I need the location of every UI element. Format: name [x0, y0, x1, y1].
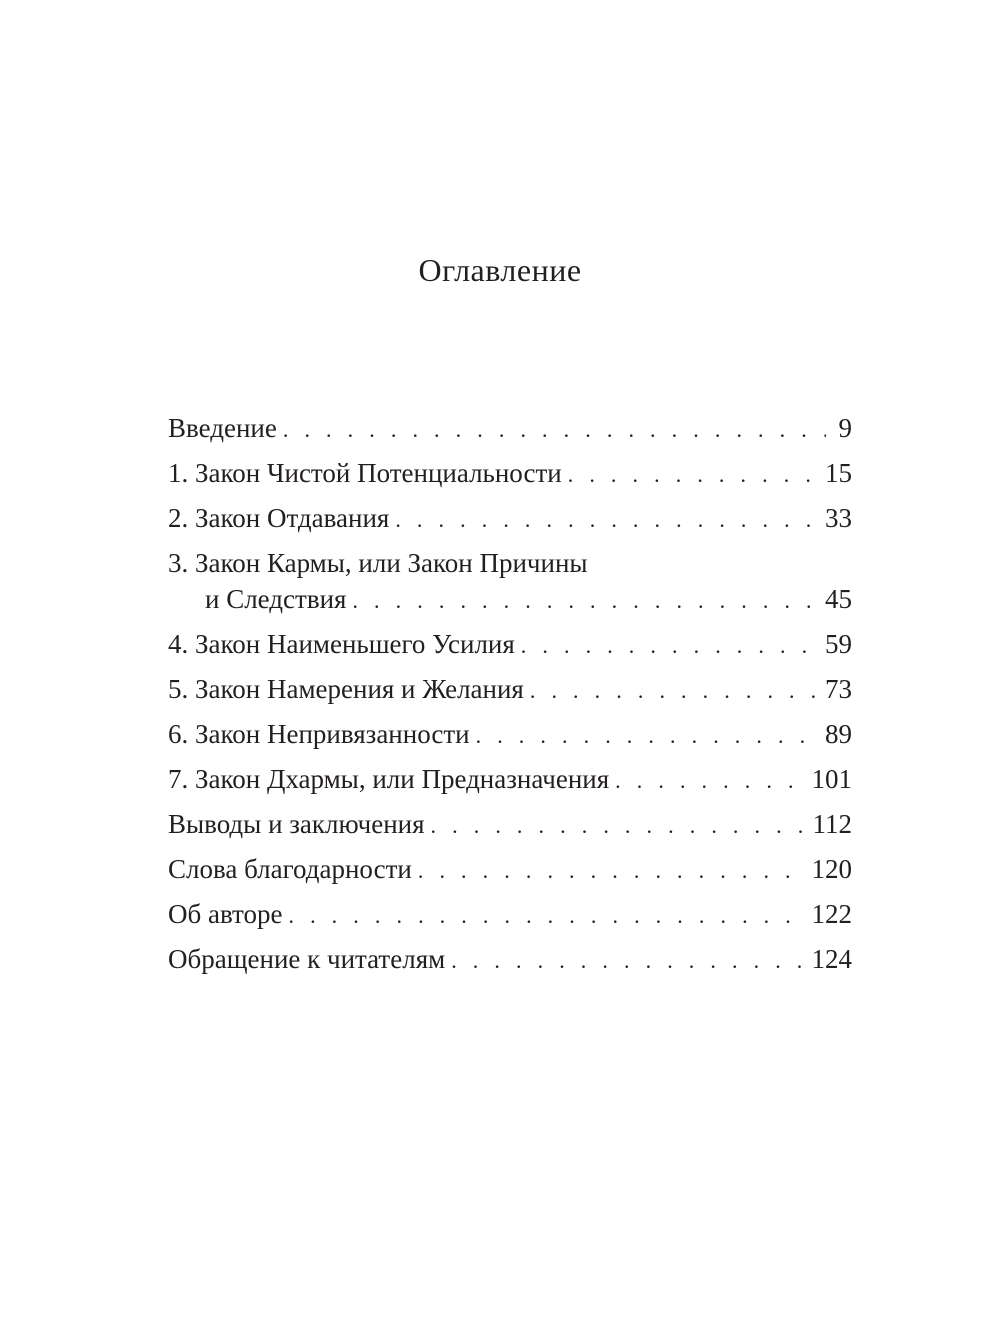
toc-entry-page: 45 [825, 584, 852, 614]
toc-entry[interactable] [168, 714, 852, 759]
toc-entry-label: Введение [168, 413, 277, 443]
page-title: Оглавление [418, 252, 582, 288]
table-of-contents [168, 408, 852, 984]
toc-entry-label: Выводы и заключения [168, 809, 425, 839]
dot-leader [521, 626, 819, 666]
toc-entry[interactable] [168, 624, 852, 669]
toc-entry[interactable] [168, 939, 852, 984]
toc-entry-page: 89 [825, 719, 852, 749]
toc-entry[interactable] [168, 669, 852, 714]
toc-entry-label: Слова благодарности [168, 854, 412, 884]
toc-entry[interactable] [168, 543, 852, 624]
dot-leader [568, 455, 819, 495]
dot-leader [352, 581, 819, 621]
toc-entry-page: 9 [838, 413, 852, 443]
toc-entry[interactable] [168, 453, 852, 498]
dot-leader [288, 896, 805, 936]
toc-entry-label: Обращение к читателям [168, 944, 446, 974]
toc-entry-label: Об авторе [168, 899, 283, 929]
toc-entry-page: 73 [825, 674, 852, 704]
toc-entry[interactable] [168, 408, 852, 453]
toc-entry-page: 33 [825, 503, 852, 533]
toc-entry-page: 59 [825, 629, 852, 659]
toc-entry-label: 2. Закон Отдавания [168, 503, 390, 533]
dot-leader [451, 941, 805, 981]
dot-leader [530, 671, 819, 711]
toc-entry-label: 3. Закон Кармы, или Закон Причины [168, 548, 588, 578]
toc-entry-page: 101 [811, 764, 852, 794]
dot-leader [418, 851, 806, 891]
toc-entry-label: 4. Закон Наименьшего Усилия [168, 629, 515, 659]
toc-entry[interactable] [168, 849, 852, 894]
dot-leader [431, 806, 807, 846]
toc-entry[interactable] [168, 894, 852, 939]
toc-entry-page: 124 [811, 944, 852, 974]
toc-entry-label: 7. Закон Дхармы, или Предназначения [168, 764, 610, 794]
dot-leader [283, 410, 826, 450]
dot-leader [476, 716, 819, 756]
dot-leader [395, 500, 819, 540]
toc-entry-page: 15 [825, 458, 852, 488]
toc-entry-page: 122 [811, 899, 852, 929]
toc-entry-page: 112 [812, 809, 852, 839]
toc-entry-label-continued: и Следствия [205, 584, 347, 614]
dot-leader [615, 761, 805, 801]
toc-entry-page: 120 [811, 854, 852, 884]
toc-entry-label: 1. Закон Чистой Потенциальности [168, 458, 562, 488]
toc-entry[interactable] [168, 759, 852, 804]
toc-entry-label: 6. Закон Непривязанности [168, 719, 470, 749]
toc-entry[interactable] [168, 498, 852, 543]
toc-entry[interactable] [168, 804, 852, 849]
toc-entry-label: 5. Закон Намерения и Желания [168, 674, 524, 704]
